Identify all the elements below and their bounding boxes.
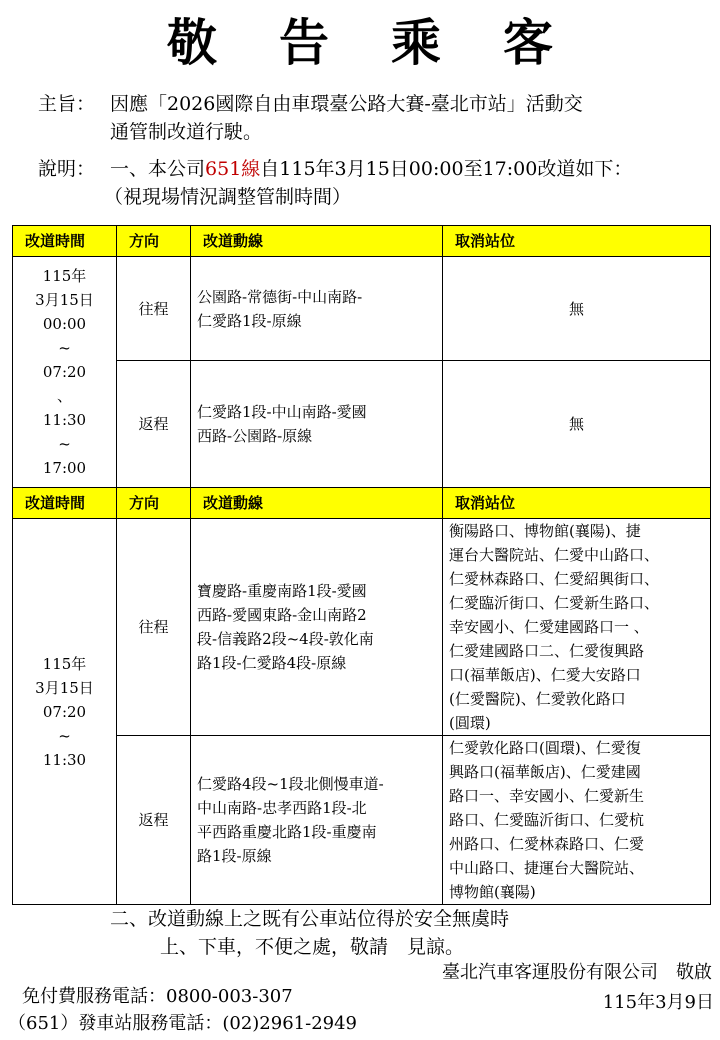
detour-table	[12, 225, 711, 905]
route-line: 仁愛路1段-中山南路-愛國	[197, 403, 367, 421]
time-line: 、	[56, 387, 72, 405]
hotline: 免付費服務電話：0800-003-307	[22, 986, 293, 1007]
table2-header-row	[13, 488, 711, 519]
time-line: 07:20	[42, 363, 87, 381]
table1-header-row	[13, 226, 711, 257]
direction-outbound: 往程	[117, 519, 191, 736]
header-cancelled: 取消站位	[443, 226, 711, 257]
route-line: 仁愛路4段~1段北側慢車道-	[197, 775, 384, 793]
explanation-label: 說明：	[38, 158, 96, 180]
route-line: 仁愛路1段-原線	[197, 311, 302, 330]
cancelled-line: 仁愛林森路口、仁愛紹興街口、	[449, 570, 660, 588]
cancelled-line: 口(福華飯店)、仁愛大安路口	[449, 666, 641, 684]
route-cell	[191, 257, 443, 361]
route-line: 路1段-仁愛路4段-原線	[197, 654, 347, 672]
header-time: 改道時間	[13, 226, 117, 257]
cancelled-line: 路口一、幸安國小、仁愛新生	[449, 787, 645, 805]
header-direction: 方向	[117, 488, 191, 519]
cancelled-line: 幸安國小、仁愛建國路口一 、	[449, 618, 649, 636]
cancelled-line: 州路口、仁愛林森路口、仁愛	[449, 835, 645, 853]
item-2-line-2: 上、下車，不便之處，敬請 見諒。	[160, 936, 465, 958]
time-line: ~	[58, 726, 71, 745]
cancelled-cell: 無	[443, 257, 711, 361]
time-line: 11:30	[42, 750, 87, 769]
route-cell	[191, 361, 443, 488]
cancelled-line: 中山路口、捷運台大醫院站、	[449, 859, 645, 877]
table-row	[13, 361, 711, 488]
cancelled-cell	[443, 519, 711, 736]
cancelled-line: (圓環)	[449, 714, 491, 732]
route-line: 公園路-常德街-中山南路-	[197, 287, 363, 306]
issue-date: 115年3月9日	[602, 992, 714, 1013]
direction-return: 返程	[117, 361, 191, 488]
cancelled-line: 仁愛敦化路口(圓環)、仁愛復	[449, 739, 641, 757]
cancelled-line: 博物館(襄陽)	[449, 883, 536, 901]
direction-return: 返程	[117, 736, 191, 905]
route-line: 平西路重慶北路1段-重慶南	[197, 823, 377, 841]
cancelled-line: 運台大醫院站、仁愛中山路口、	[449, 546, 660, 564]
route-line: 西路-愛國東路-金山南路2	[197, 606, 367, 624]
route-line: 西路-公園路-原線	[197, 427, 313, 445]
header-cancelled: 取消站位	[443, 488, 711, 519]
time-line: 3月15日	[35, 291, 94, 309]
table-row	[13, 736, 711, 905]
time-line: 07:20	[42, 702, 87, 721]
time-line: 17:00	[42, 459, 87, 477]
time-line: ~	[58, 435, 71, 453]
cancelled-line: (仁愛醫院)、仁愛敦化路口	[449, 690, 626, 708]
time-line: 115年	[42, 267, 87, 285]
table2-time-cell	[13, 519, 117, 905]
route-line: 寶慶路-重慶南路1段-愛國	[197, 582, 367, 600]
item-2-line-1: 二、改道動線上之既有公車站位得於安全無虞時	[110, 908, 510, 930]
header-route: 改道動線	[191, 488, 443, 519]
time-line: 00:00	[42, 315, 87, 333]
notice-title: 敬告乘客	[167, 13, 615, 72]
route-line: 中山南路-忠孝西路1段-北	[197, 799, 367, 817]
cancelled-line: 仁愛臨沂街口、仁愛新生路口、	[449, 594, 660, 612]
subject-line-2: 通管制改道行駛。	[110, 121, 263, 143]
direction-outbound: 往程	[117, 257, 191, 361]
time-line: 11:30	[42, 411, 87, 429]
time-line: 115年	[42, 654, 87, 673]
cancelled-line: 仁愛建國路口二、仁愛復興路	[449, 642, 645, 660]
route-cell	[191, 519, 443, 736]
cancelled-cell	[443, 736, 711, 905]
header-time: 改道時間	[13, 488, 117, 519]
time-line: 3月15日	[35, 678, 94, 697]
table-row	[13, 257, 711, 361]
route-number: 651線	[205, 158, 261, 180]
explanation-note: （視現場情況調整管制時間）	[104, 186, 352, 208]
cancelled-line: 衡陽路口、博物館(襄陽)、捷	[449, 522, 641, 540]
item1-prefix: 一、本公司	[110, 158, 206, 180]
time-line: ~	[58, 339, 71, 357]
table1-time-cell	[13, 257, 117, 488]
subject-line-1: 因應「2026國際自由車環臺公路大賽-臺北市站」活動交	[110, 93, 583, 115]
cancelled-cell: 無	[443, 361, 711, 488]
table-row	[13, 519, 711, 736]
station-phone: （651）發車站服務電話：(02)2961-2949	[8, 1013, 358, 1034]
cancelled-line: 興路口(福華飯店)、仁愛建國	[449, 763, 641, 781]
explanation-item-1	[110, 155, 632, 183]
subject-label: 主旨：	[38, 93, 96, 115]
route-line: 路1段-原線	[197, 847, 272, 865]
route-line: 段-信義路2段~4段-敦化南	[197, 630, 374, 648]
cancelled-line: 路口、仁愛臨沂街口、仁愛杭	[449, 811, 645, 829]
route-cell	[191, 736, 443, 905]
item1-suffix: 自115年3月15日00:00至17:00改道如下：	[260, 158, 633, 180]
header-route: 改道動線	[191, 226, 443, 257]
header-direction: 方向	[117, 226, 191, 257]
company-signature: 臺北汽車客運股份有限公司 敬啟	[442, 962, 712, 983]
